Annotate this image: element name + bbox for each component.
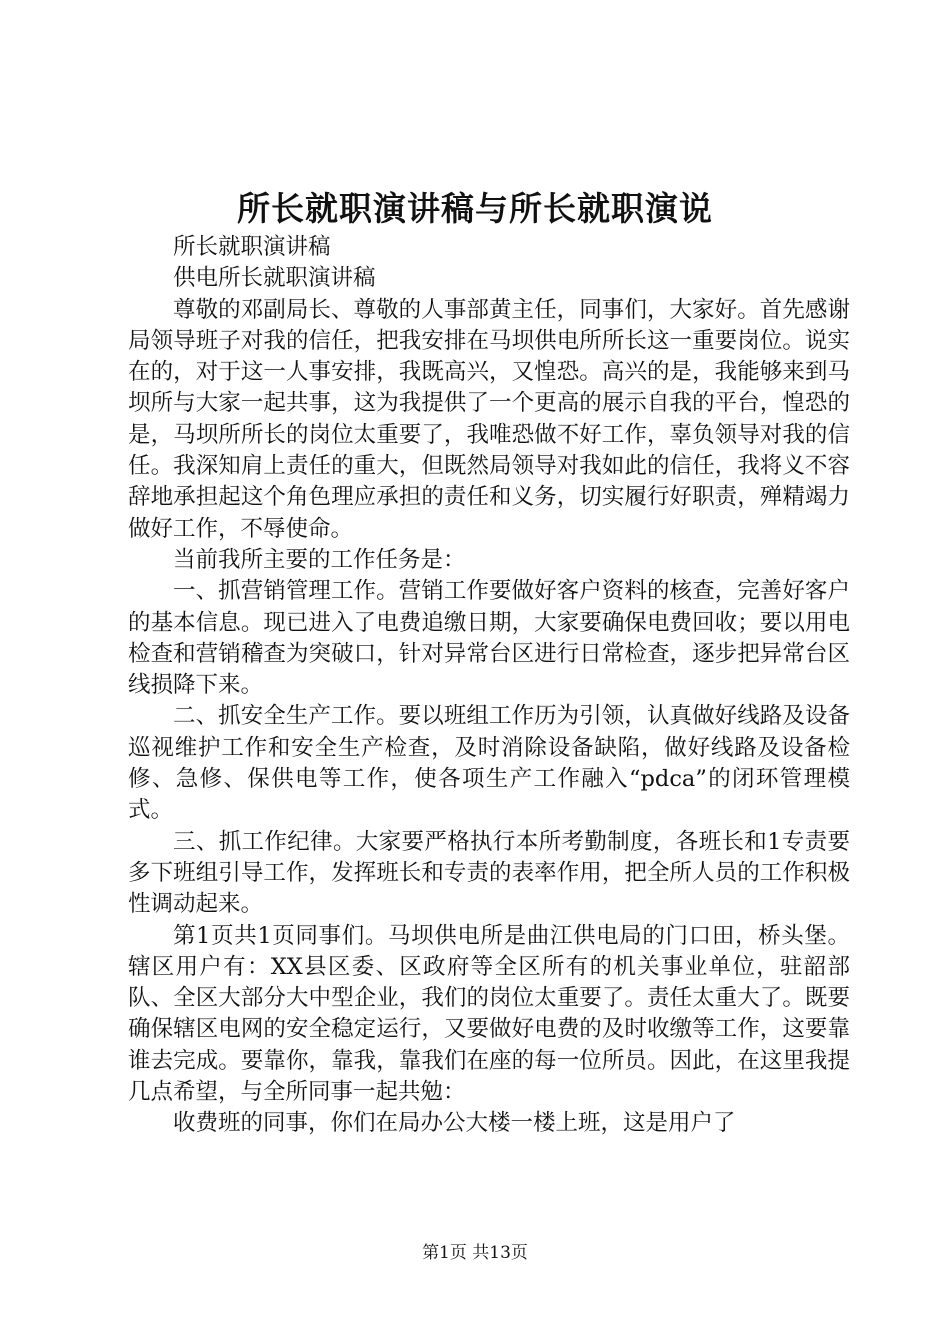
document-body xyxy=(128,232,850,1140)
paragraph: 当前我所主要的工作任务是： xyxy=(173,546,466,573)
paragraph: 所长就职演讲稿 xyxy=(173,234,331,260)
paragraph: 第1页共1页同事们。马坝供电所是曲江供电局的门口田，桥头堡。辖区用户有：XX县区委、区政府等全区所有的机关事业单位，驻韶部队、全区大部分大中型企业，我们的岗位太重要了。责任太重大了。既要确保辖区电网的安全稳定运行，又要做好电费的及时收缴等工作，这要靠谁去完成。要靠你，靠我，靠我们在座的每一位所员。因此，在这里我提几点希望，与全所同事一起共勉： xyxy=(128,922,850,1106)
paragraph: 收费班的同事，你们在局办公大楼一楼上班，这是用户了 xyxy=(173,1110,736,1137)
paragraph: 一、抓营销管理工作。营销工作要做好客户资料的核查，完善好客户的基本信息。现已进入了电费追缴日期，大家要确保电费回收；要以用电检查和营销稽查为突破口，针对异常台区进行日常检查，逐步把异常台区线损降下来。 xyxy=(128,578,850,699)
paragraph: 三、抓工作纪律。大家要严格执行本所考勤制度，各班长和1专责要多下班组引导工作，发挥班长和专责的表率作用，把全所人员的工作积极性调动起来。 xyxy=(128,828,850,918)
page-footer: 第1页 共13页 xyxy=(422,1243,528,1263)
document-title: 所长就职演讲稿与所长就职演说 xyxy=(237,189,713,228)
paragraph: 二、抓安全生产工作。要以班组工作历为引领，认真做好线路及设备巡视维护工作和安全生产检查，及时消除设备缺陷，做好线路及设备检修、急修、保供电等工作，使各项生产工作融入“pdca”的闭环管理模式。 xyxy=(128,703,850,824)
paragraph: 尊敬的邓副局长、尊敬的人事部黄主任，同事们，大家好。首先感谢局领导班子对我的信任，把我安排在马坝供电所所长这一重要岗位。说实在的，对于这一人事安排，我既高兴，又惶恐。高兴的是，我能够来到马坝所与大家一起共事，这为我提供了一个更高的展示自我的平台，惶恐的是，马坝所所长的岗位太重要了，我唯恐做不好工作，辜负领导对我的信任。我深知肩上责任的重大，但既然局领导对我如此的信任，我将义不容辞地承担起这个角色理应承担的责任和义务，切实履行好职责，殚精竭力做好工作，不辱使命。 xyxy=(128,296,850,542)
paragraph: 供电所长就职演讲稿 xyxy=(173,265,376,292)
